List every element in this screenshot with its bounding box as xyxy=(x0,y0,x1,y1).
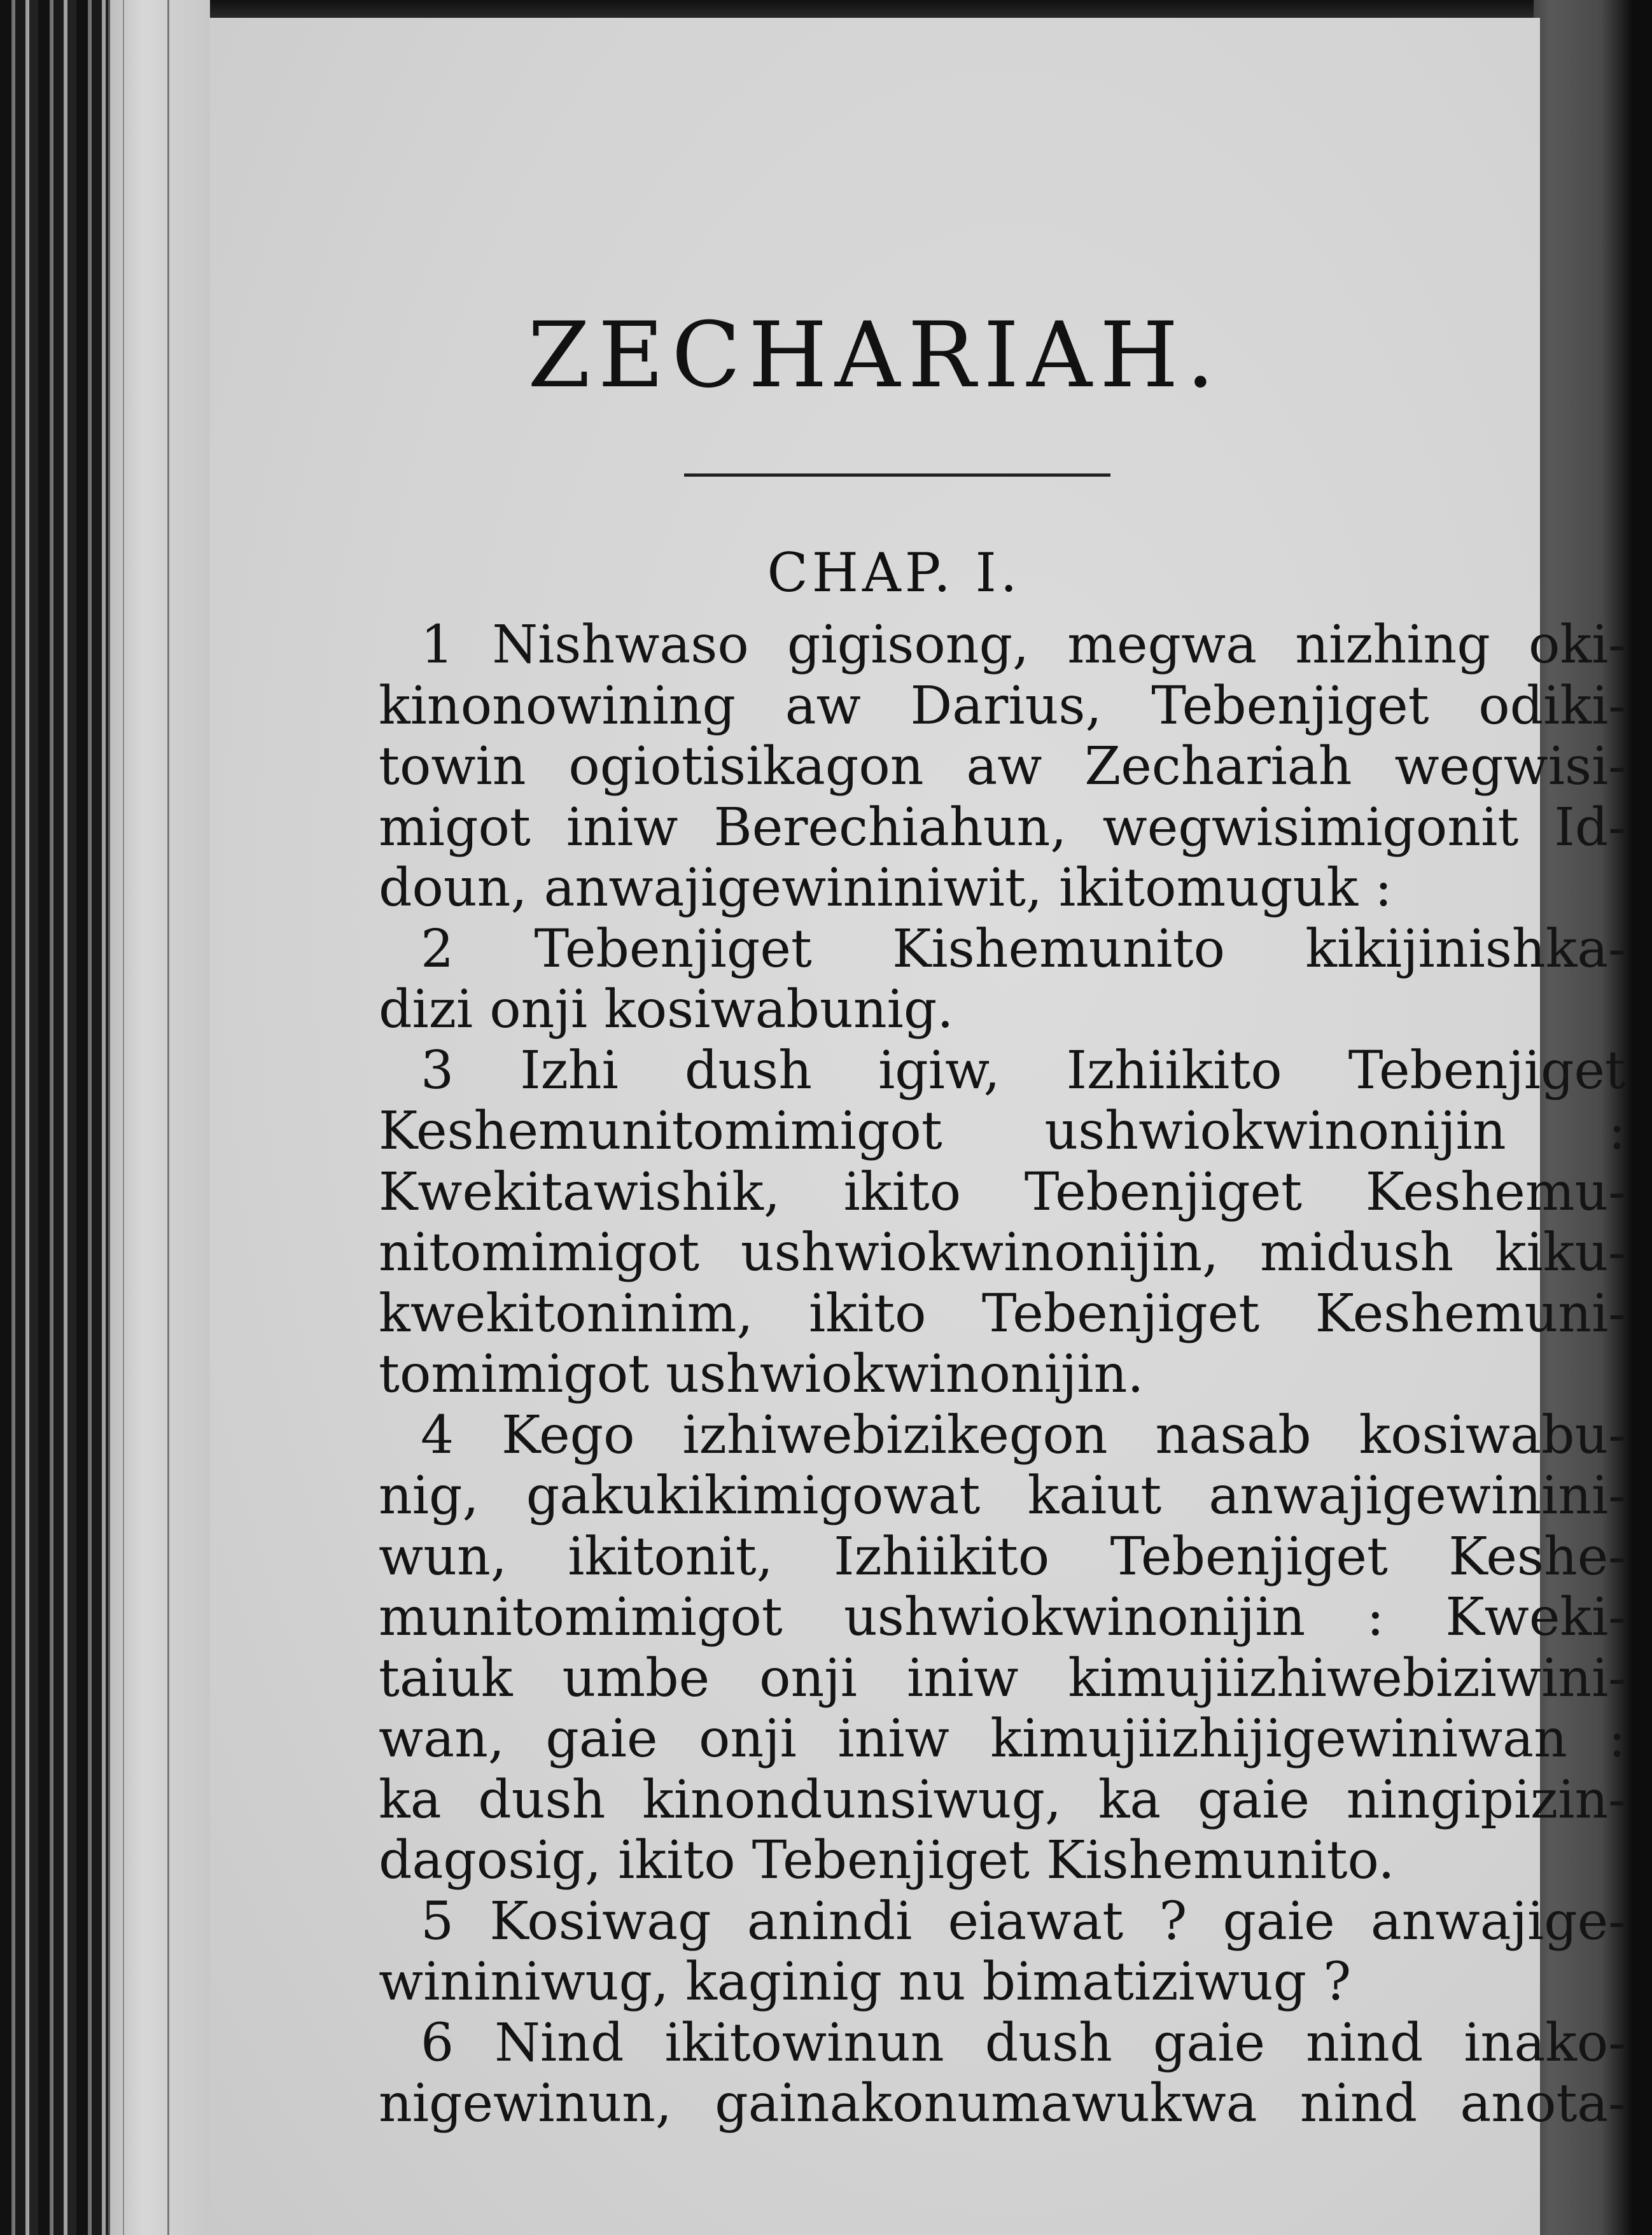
text-line: wan, gaie onji iniw kimujiizhijigewiniwan : xyxy=(379,1709,1626,1769)
text-line: Kwekitawishik, ikito Tebenjiget Keshemu- xyxy=(379,1161,1626,1223)
text-line: tomimigot ushwiokwinonijin. xyxy=(379,1344,1144,1405)
title-rule xyxy=(684,473,1110,477)
text-line: dagosig, ikito Tebenjiget Kishemunito. xyxy=(379,1830,1395,1891)
text-line: ka dush kinondunsiwug, ka gaie ningipizin- xyxy=(379,1769,1626,1830)
verse-text-body xyxy=(379,615,1626,2134)
text-line: nig, gakukikimigowat kaiut anwajigewinini- xyxy=(379,1466,1626,1526)
text-line: dizi onji kosiwabunig. xyxy=(379,979,954,1040)
top-shadow xyxy=(210,0,1534,19)
book-page-edges xyxy=(0,0,216,2235)
text-line: 5 Kosiwag anindi eiawat ? gaie anwajige- xyxy=(421,1891,1626,1952)
text-line: kinonowining aw Darius, Tebenjiget odiki- xyxy=(379,675,1626,736)
text-line: doun, anwajigewininiwit, ikitomuguk : xyxy=(379,858,1392,918)
text-line: 1 Nishwaso gigisong, megwa nizhing oki- xyxy=(421,615,1626,675)
text-line: munitomimigot ushwiokwinonijin : Kweki- xyxy=(379,1587,1626,1648)
book-page xyxy=(210,18,1626,2235)
text-line: nitomimigot ushwiokwinonijin, midush kiku- xyxy=(379,1223,1626,1283)
text-line: Keshemunitomimigot ushwiokwinonijin : xyxy=(379,1101,1626,1161)
text-line: 4 Kego izhiwebizikegon nasab kosiwabu- xyxy=(421,1405,1626,1466)
text-line: nigewinun, gainakonumawukwa nind anota- xyxy=(379,2073,1626,2134)
text-line: kwekitoninim, ikito Tebenjiget Keshemuni- xyxy=(379,1283,1626,1344)
chapter-heading: CHAP. I. xyxy=(767,542,1021,604)
text-line: 2 Tebenjiget Kishemunito kikijinishka- xyxy=(421,918,1626,979)
text-line: 6 Nind ikitowinun dush gaie nind inako- xyxy=(421,2012,1626,2073)
book-title: ZECHARIAH. xyxy=(528,303,1222,408)
text-line: 3 Izhi dush igiw, Izhiikito Tebenjiget xyxy=(421,1040,1626,1101)
text-line: wun, ikitonit, Izhiikito Tebenjiget Keshe- xyxy=(379,1526,1626,1587)
text-line: taiuk umbe onji iniw kimujiizhiwebiziwini- xyxy=(379,1648,1626,1709)
page-gutter xyxy=(108,0,218,2235)
text-line: migot iniw Berechiahun, wegwisimigonit Id- xyxy=(379,797,1626,858)
text-line: towin ogiotisikagon aw Zechariah wegwisi- xyxy=(379,736,1626,797)
text-line: wininiwug, kaginig nu bimatiziwug ? xyxy=(379,1952,1352,2012)
